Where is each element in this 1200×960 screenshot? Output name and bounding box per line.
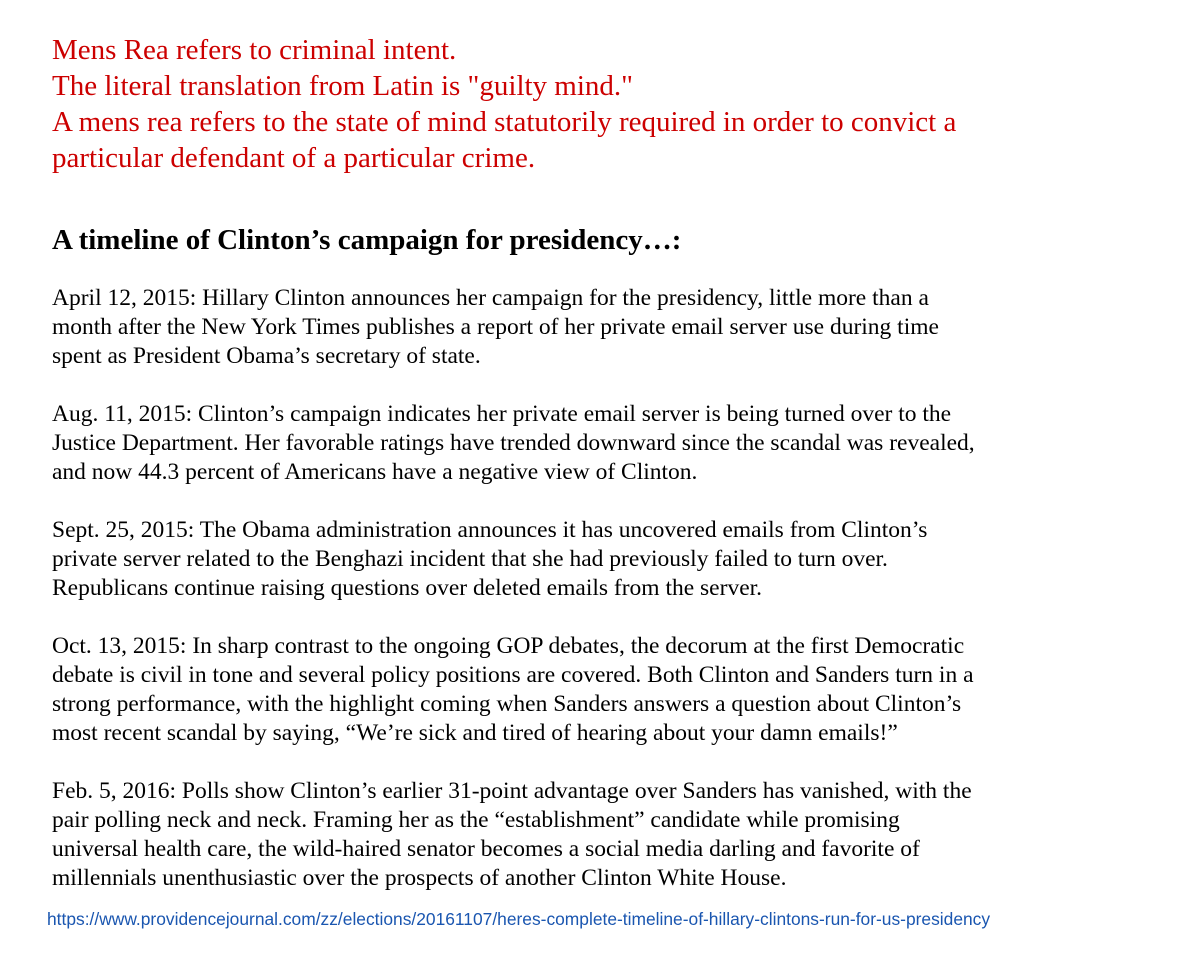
entry-line: universal health care, the wild-haired senator becomes a social media darling and favorite of — [52, 836, 920, 862]
intro-line: particular defendant of a particular crime. — [52, 142, 536, 174]
entry-line: pair polling neck and neck. Framing her as the “establishment” candidate while promising — [52, 807, 900, 833]
intro-line: Mens Rea refers to criminal intent. — [52, 34, 457, 66]
entry-line: April 12, 2015: Hillary Clinton announces her campaign for the presidency, little more than a — [52, 285, 929, 311]
entry-line: Aug. 11, 2015: Clinton’s campaign indicates her private email server is being turned over to the — [52, 401, 952, 427]
entry-line: Sept. 25, 2015: The Obama administration announces it has uncovered emails from Clinton’s — [52, 517, 928, 543]
entry-line: Justice Department. Her favorable ratings have trended downward since the scandal was revealed, — [52, 430, 975, 456]
timeline-heading: A timeline of Clinton’s campaign for presidency…: — [52, 224, 682, 256]
mens-rea-definition — [52, 32, 1172, 176]
source-link[interactable]: https://www.providencejournal.com/zz/elections/20161107/heres-complete-timeline-of-hillary-clintons-run-for-us-presidency — [47, 909, 991, 929]
entry-line: most recent scandal by saying, “We’re sick and tired of hearing about your damn emails!” — [52, 720, 898, 746]
entry-line: Republicans continue raising questions over deleted emails from the server. — [52, 575, 763, 601]
timeline-entry-april-2015 — [52, 284, 1182, 371]
entry-line: spent as President Obama’s secretary of state. — [52, 343, 481, 369]
entry-line: Feb. 5, 2016: Polls show Clinton’s earlier 31-point advantage over Sanders has vanished, with the — [52, 778, 972, 804]
timeline-entry-oct-2015 — [52, 632, 1182, 748]
entry-line: month after the New York Times publishes a report of her private email server use during time — [52, 314, 939, 340]
entry-line: and now 44.3 percent of Americans have a negative view of Clinton. — [52, 459, 698, 485]
entry-line: debate is civil in tone and several policy positions are covered. Both Clinton and Sanders turn in a — [52, 662, 974, 688]
entry-line: strong performance, with the highlight coming when Sanders answers a question about Clinton’s — [52, 691, 962, 717]
intro-line: The literal translation from Latin is "guilty mind." — [52, 70, 634, 102]
intro-line: A mens rea refers to the state of mind statutorily required in order to convict a — [52, 106, 957, 138]
timeline-entry-feb-2016 — [52, 777, 1182, 893]
entry-line: private server related to the Benghazi incident that she had previously failed to turn over. — [52, 546, 888, 572]
timeline-entry-aug-2015 — [52, 400, 1182, 487]
entry-line: millennials unenthusiastic over the prospects of another Clinton White House. — [52, 865, 787, 891]
timeline-entry-sept-2015 — [52, 516, 1182, 603]
timeline-list — [52, 284, 1182, 922]
entry-line: Oct. 13, 2015: In sharp contrast to the ongoing GOP debates, the decorum at the first Democratic — [52, 633, 965, 659]
